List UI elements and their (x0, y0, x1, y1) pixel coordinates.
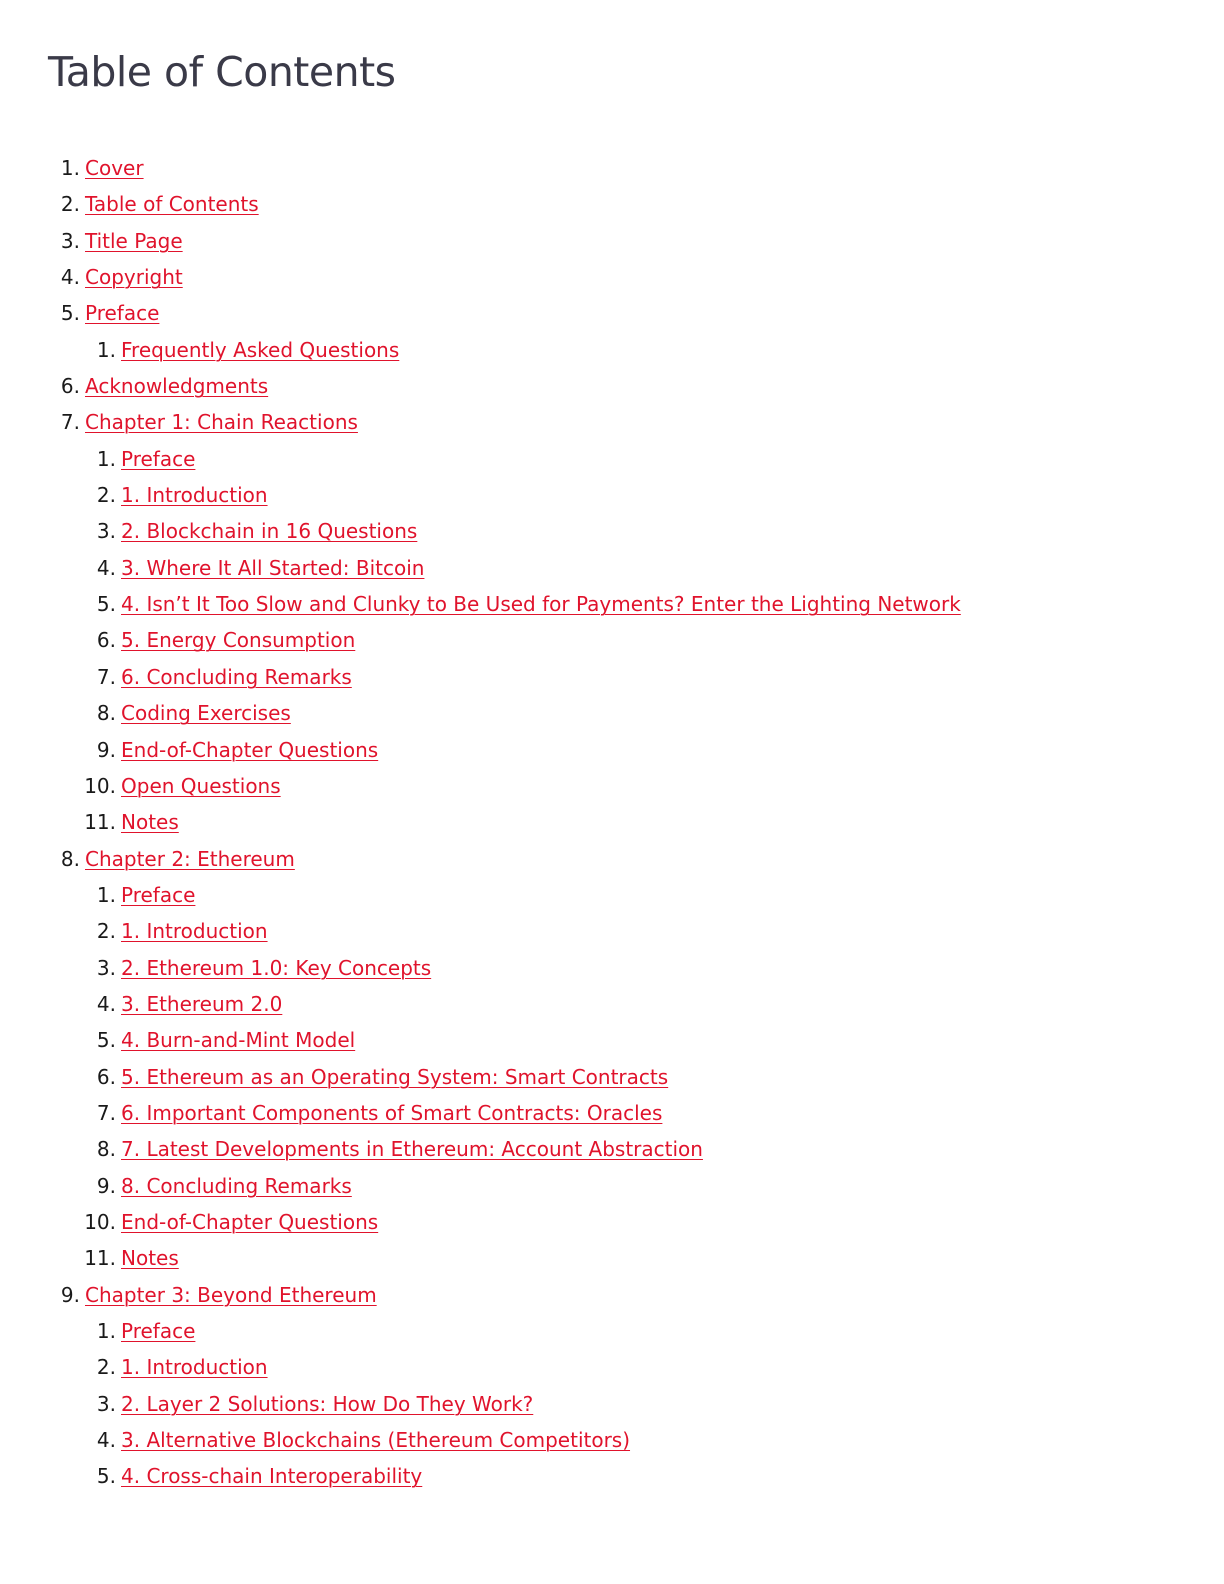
toc-subentry (0, 877, 1224, 913)
toc-entry (0, 404, 1224, 440)
toc-entry-link[interactable]: Preface (121, 882, 196, 907)
toc-entry-number: 10. (84, 1209, 116, 1234)
toc-entry-link[interactable]: 8. Concluding Remarks (121, 1173, 352, 1198)
toc-subentry (0, 1313, 1224, 1349)
toc-entry-link[interactable]: Table of Contents (85, 192, 259, 217)
toc-entry-number: 3. (96, 519, 116, 544)
toc-entry-number: 4. (96, 1428, 116, 1453)
toc-subentry (0, 986, 1224, 1022)
toc-entry-link[interactable]: Notes (121, 1246, 179, 1271)
toc-entry-number: 5. (60, 301, 80, 326)
toc-entry-number: 1. (96, 337, 116, 362)
toc-subentry (0, 477, 1224, 513)
toc-subentry (0, 1422, 1224, 1458)
toc-entry-link[interactable]: Preface (85, 301, 160, 326)
toc-entry-link[interactable]: Copyright (85, 265, 183, 290)
toc-entry-number: 1. (96, 882, 116, 907)
toc-subentry (0, 1458, 1224, 1494)
toc-entry-number: 5. (96, 1464, 116, 1489)
toc-entry-link[interactable]: Open Questions (121, 773, 281, 798)
toc-entry-link[interactable]: Chapter 1: Chain Reactions (85, 410, 358, 435)
toc-subentry (0, 804, 1224, 840)
toc-entry-number: 1. (96, 446, 116, 471)
toc-entry-link[interactable]: Notes (121, 810, 179, 835)
toc-subentry (0, 659, 1224, 695)
toc-entry-link[interactable]: 3. Where It All Started: Bitcoin (121, 555, 425, 580)
toc-subentry (0, 1022, 1224, 1058)
toc-entry-link[interactable]: 5. Ethereum as an Operating System: Smart Contracts (121, 1064, 669, 1089)
toc-entry-link[interactable]: 2. Ethereum 1.0: Key Concepts (121, 955, 432, 980)
toc-entry (0, 1277, 1224, 1313)
toc-entry-number: 8. (60, 846, 80, 871)
toc-subentry (0, 732, 1224, 768)
toc-entry-number: 2. (96, 483, 116, 508)
toc-entry-number: 9. (60, 1282, 80, 1307)
toc-entry-number: 1. (60, 156, 80, 180)
toc-subentry (0, 1131, 1224, 1167)
toc-entry (0, 841, 1224, 877)
toc-entry-link[interactable]: Coding Exercises (121, 701, 291, 726)
toc-entry-number: 3. (96, 955, 116, 980)
toc-subentry (0, 1059, 1224, 1095)
page-title: Table of Contents (48, 48, 396, 96)
toc-entry-number: 5. (96, 1028, 116, 1053)
toc-entry-link[interactable]: 1. Introduction (121, 919, 268, 944)
toc-entry-number: 8. (96, 701, 116, 726)
toc-entry-link[interactable]: Acknowledgments (85, 374, 269, 399)
toc-entry-link[interactable]: 6. Concluding Remarks (121, 664, 352, 689)
toc-entry (0, 259, 1224, 295)
toc-subentry (0, 1095, 1224, 1131)
toc-entry-number: 7. (96, 1100, 116, 1125)
toc-entry-link[interactable]: 1. Introduction (121, 1355, 268, 1380)
toc-subentry (0, 1386, 1224, 1422)
toc-entry-link[interactable]: 6. Important Components of Smart Contracts: Oracles (121, 1100, 663, 1125)
toc-entry-number: 5. (96, 592, 116, 617)
toc-subentry (0, 550, 1224, 586)
toc-subentry (0, 1240, 1224, 1276)
toc-entry-link[interactable]: Cover (85, 156, 144, 180)
toc-entry-link[interactable]: 4. Cross-chain Interoperability (121, 1464, 423, 1489)
toc-subentry (0, 768, 1224, 804)
toc-entry-link[interactable]: 3. Ethereum 2.0 (121, 991, 283, 1016)
toc-subentry (0, 332, 1224, 368)
toc-entry (0, 186, 1224, 222)
toc-entry-link[interactable]: Frequently Asked Questions (121, 337, 400, 362)
toc-entry-number: 6. (96, 628, 116, 653)
toc-subentry (0, 1168, 1224, 1204)
toc-entry-link[interactable]: 7. Latest Developments in Ethereum: Account Abstraction (121, 1137, 703, 1162)
toc-entry-link[interactable]: Preface (121, 1319, 196, 1343)
toc-entry-number: 6. (96, 1064, 116, 1089)
toc-entry (0, 295, 1224, 331)
toc-subentry (0, 1204, 1224, 1240)
toc-entry-link[interactable]: 3. Alternative Blockchains (Ethereum Competitors) (121, 1428, 631, 1453)
toc-subentry (0, 913, 1224, 949)
toc-entry-link[interactable]: End-of-Chapter Questions (121, 1209, 379, 1234)
toc-entry-number: 2. (96, 1355, 116, 1380)
toc-entry-number: 7. (96, 664, 116, 689)
toc-entry-link[interactable]: 2. Blockchain in 16 Questions (121, 519, 418, 544)
toc-entry-number: 9. (96, 737, 116, 762)
toc-entry-link[interactable]: Preface (121, 446, 196, 471)
toc-subentry (0, 950, 1224, 986)
toc-entry-number: 2. (96, 919, 116, 944)
toc-entry-number: 1. (96, 1319, 116, 1343)
toc-entry-link[interactable]: 2. Layer 2 Solutions: How Do They Work? (121, 1391, 534, 1416)
toc-subentry (0, 622, 1224, 658)
toc-subentry (0, 1349, 1224, 1385)
toc-entry-link[interactable]: 4. Isn’t It Too Slow and Clunky to Be Used for Payments? Enter the Lighting Network (121, 592, 961, 617)
toc-entry-number: 4. (60, 265, 80, 290)
toc-entry-number: 11. (84, 810, 116, 835)
toc-entry-number: 7. (60, 410, 80, 435)
toc-entry-number: 3. (60, 228, 80, 253)
toc-entry (0, 223, 1224, 259)
toc-entry (0, 368, 1224, 404)
toc-subentry (0, 441, 1224, 477)
toc-entry-number: 4. (96, 555, 116, 580)
toc-entry-link[interactable]: 5. Energy Consumption (121, 628, 356, 653)
toc-entry-number: 2. (60, 192, 80, 217)
toc-entry-link[interactable]: Chapter 2: Ethereum (85, 846, 295, 871)
toc-entry-link[interactable]: 1. Introduction (121, 483, 268, 508)
toc-entry-number: 9. (96, 1173, 116, 1198)
toc-entry-link[interactable]: End-of-Chapter Questions (121, 737, 379, 762)
toc-entry-number: 11. (84, 1246, 116, 1271)
toc-subentry (0, 695, 1224, 731)
toc-entry-link[interactable]: Title Page (85, 228, 183, 253)
toc-entry-link[interactable]: Chapter 3: Beyond Ethereum (85, 1282, 377, 1307)
toc-entry-number: 6. (60, 374, 80, 399)
toc-entry-number: 8. (96, 1137, 116, 1162)
toc-entry (0, 150, 1224, 186)
toc-subentry (0, 586, 1224, 622)
toc-entry-number: 3. (96, 1391, 116, 1416)
table-of-contents (0, 150, 1224, 1495)
toc-subentry (0, 513, 1224, 549)
toc-entry-number: 4. (96, 991, 116, 1016)
toc-entry-link[interactable]: 4. Burn-and-Mint Model (121, 1028, 356, 1053)
toc-entry-number: 10. (84, 773, 116, 798)
